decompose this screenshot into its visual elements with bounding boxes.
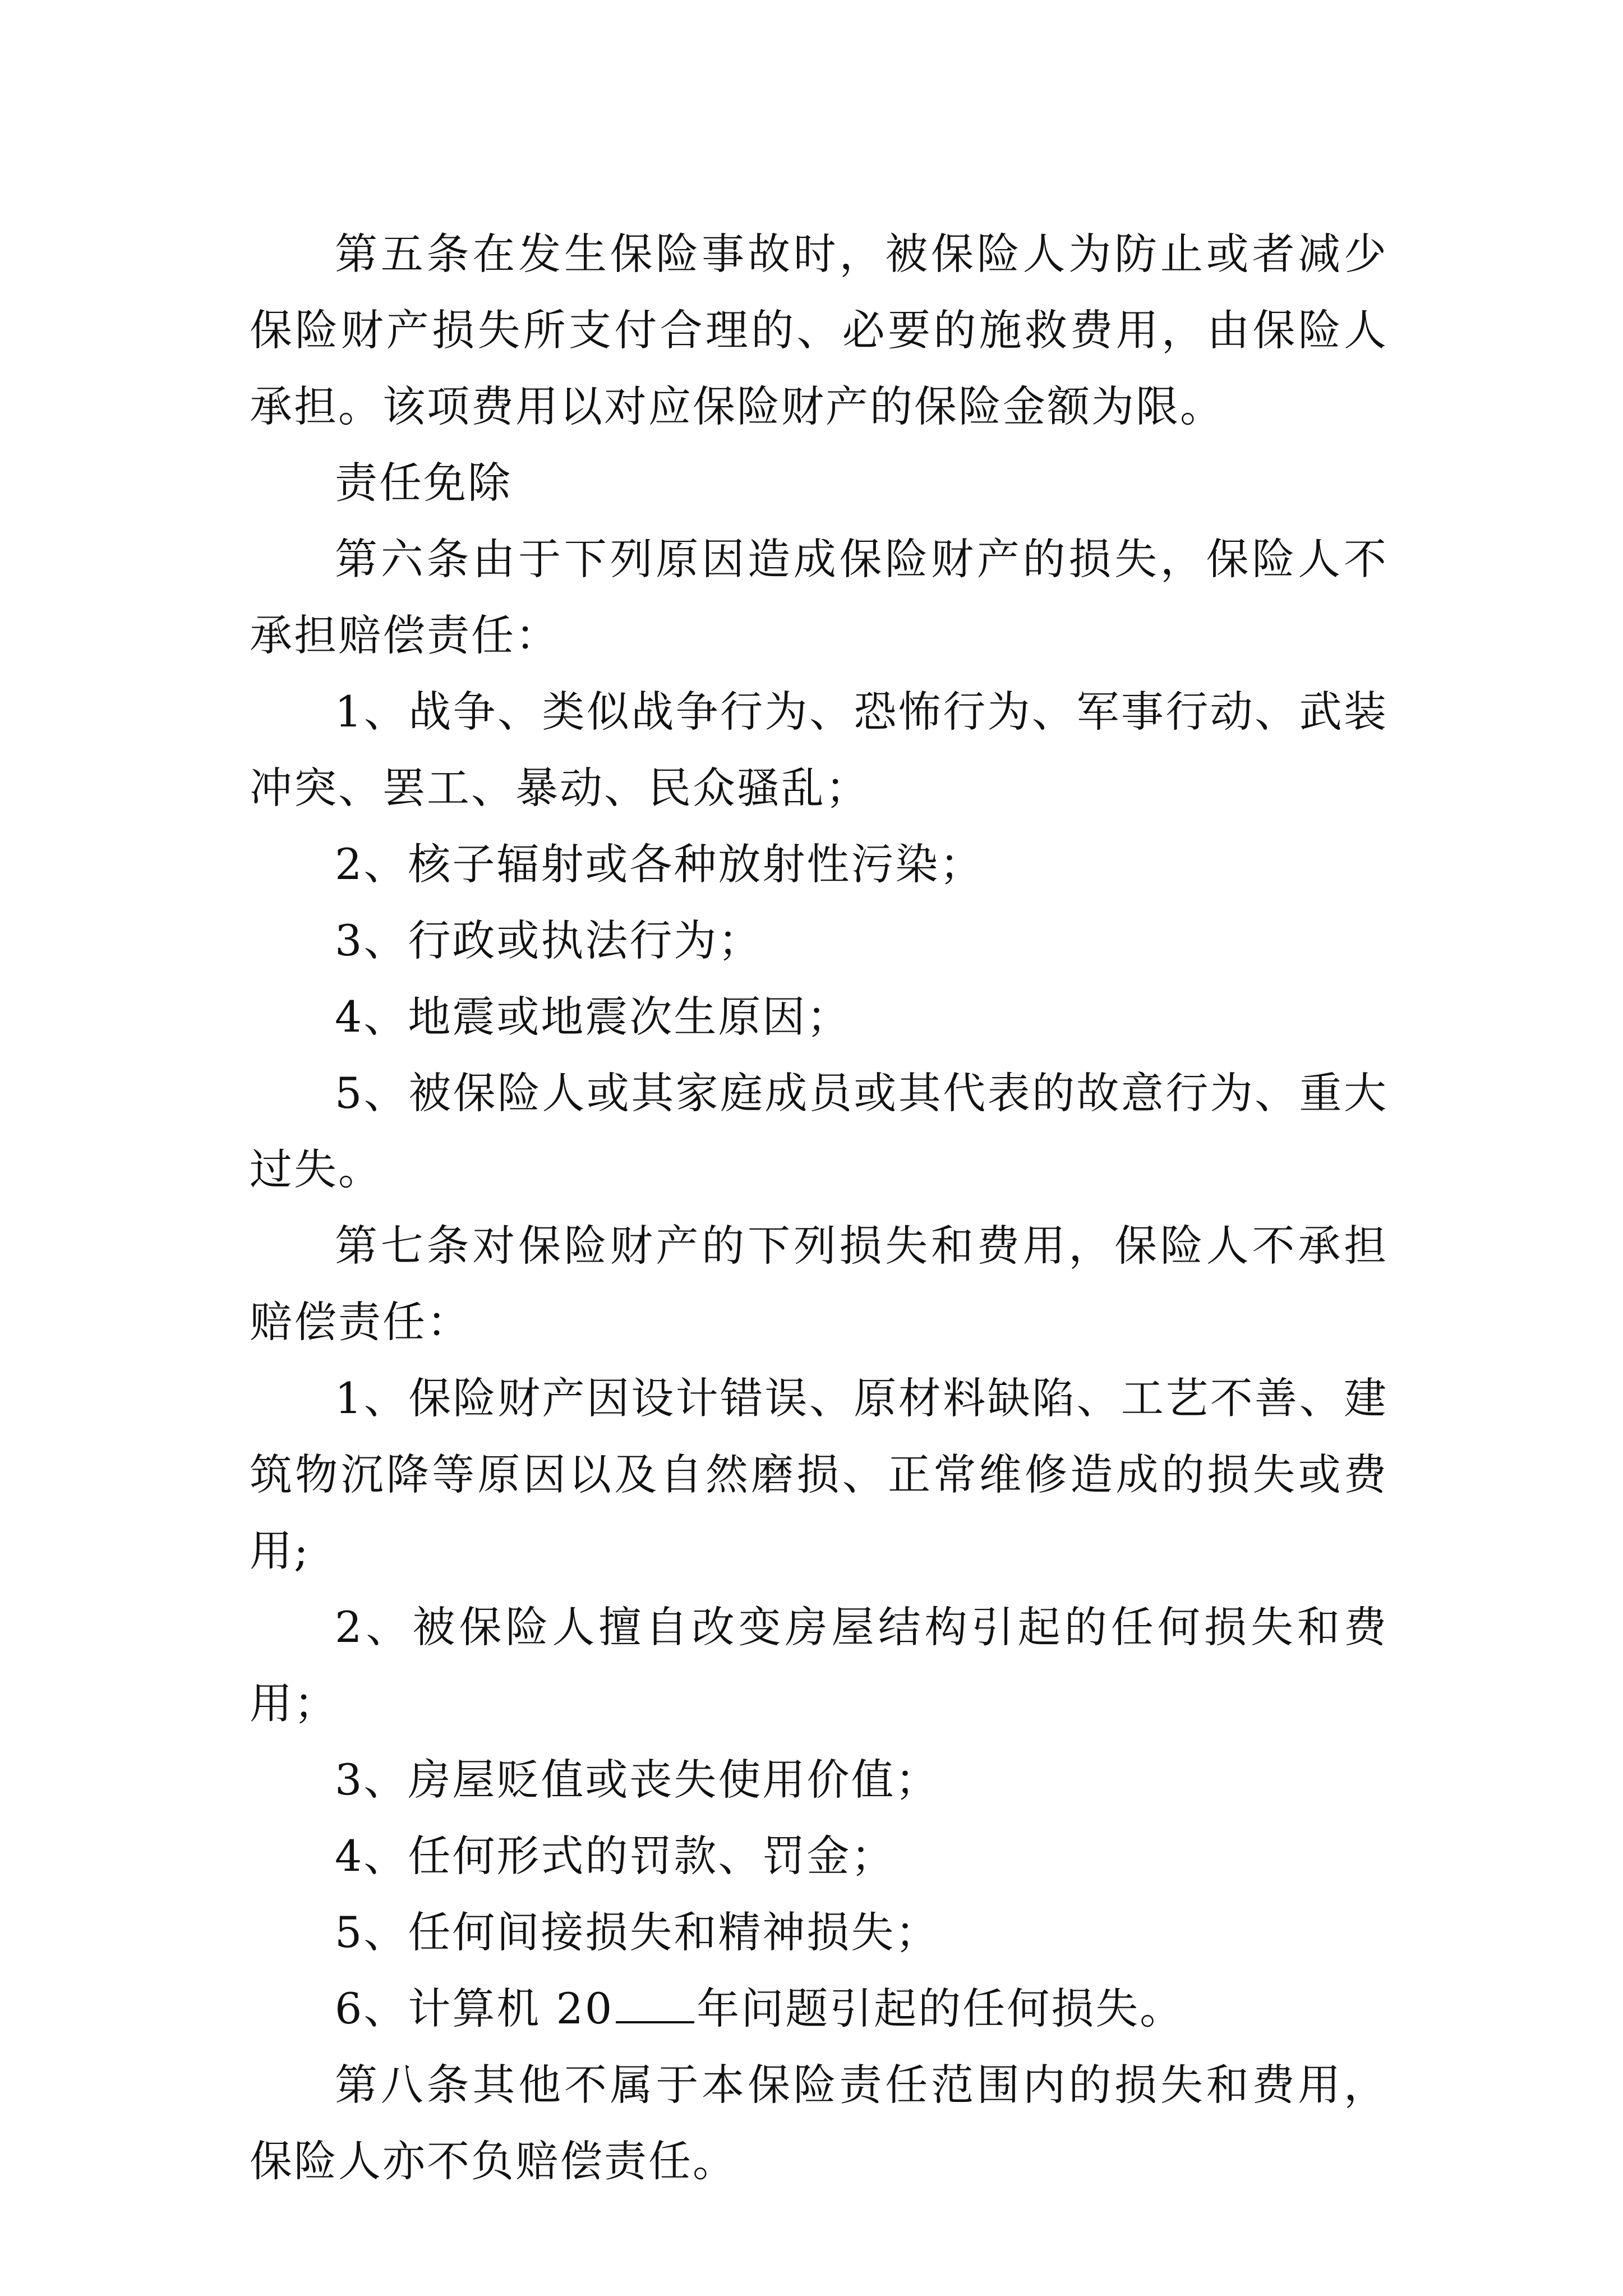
article-7-item-6	[250, 1971, 1388, 2047]
document-body	[250, 216, 1388, 2200]
article-6-item-5: 5、被保险人或其家庭成员或其代表的故意行为、重大过失。	[250, 1068, 1388, 1194]
article-8-paragraph: 第八条其他不属于本保险责任范围内的损失和费用，保险人亦不负赔偿责任。	[250, 2060, 1388, 2186]
article-7-item-5: 5、任何间接损失和精神损失；	[335, 1907, 940, 1957]
article-7-item-1: 1、保险财产因设计错误、原材料缺陷、工艺不善、建筑物沉降等原因以及自然磨损、正常维修造成的损失或费用;	[250, 1373, 1388, 1576]
article-7-paragraph: 第七条对保险财产的下列损失和费用，保险人不承担赔偿责任：	[250, 1221, 1388, 1347]
article-6-item-4: 4、地震或地震次生原因；	[335, 992, 851, 1042]
article-6-item-2: 2、核子辐射或各种放射性污染；	[335, 839, 984, 889]
article-6-item-3: 3、行政或执法行为；	[335, 915, 763, 965]
article-5-paragraph: 第五条在发生保险事故时，被保险人为防止或者减少保险财产损失所支付合理的、必要的施救费用，由保险人承担。该项费用以对应保险财产的保险金额为限。	[250, 229, 1388, 431]
article-6-paragraph: 第六条由于下列原因造成保险财产的损失，保险人不承担赔偿责任：	[250, 534, 1388, 660]
item-6-text-before-blank: 6、计算机 20	[335, 1984, 614, 2033]
article-7-item-4: 4、任何形式的罚款、罚金；	[335, 1831, 896, 1881]
article-7-item-3: 3、房屋贬值或丧失使用价值；	[335, 1755, 940, 1805]
article-7-item-2: 2、被保险人擅自改变房屋结构引起的任何损失和费用；	[250, 1602, 1388, 1728]
fill-in-blank	[616, 1986, 694, 2023]
article-6-item-1: 1、战争、类似战争行为、恐怖行为、军事行动、武装冲突、罢工、暴动、民众骚乱；	[250, 687, 1388, 813]
section-heading-exclusions: 责任免除	[335, 458, 512, 508]
item-6-text-after-blank: 年问题引起的任何损失。	[697, 1984, 1184, 2033]
